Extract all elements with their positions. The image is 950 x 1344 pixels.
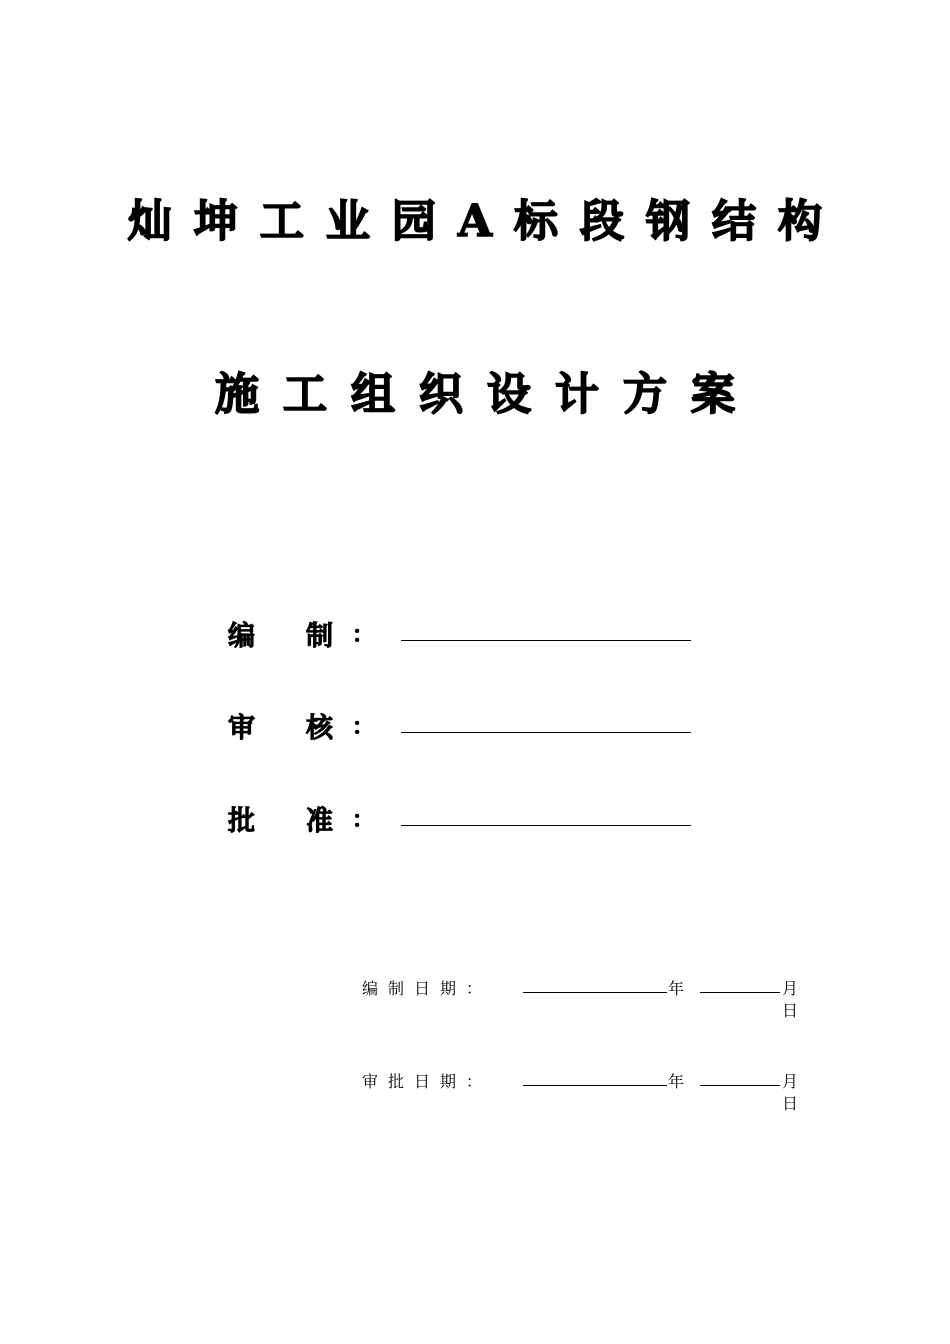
signature-line [401,732,691,733]
approval-date-row [362,1069,802,1119]
day-label: 日 [782,1094,799,1113]
year-blank-line [523,1085,667,1086]
year-label: 年 [668,1072,685,1091]
month-blank-line [700,992,780,993]
field-label-char2: 准 [306,806,333,837]
field-label-char1: 审 [228,713,255,744]
month-label: 月 [782,979,799,998]
compile-date-row [362,976,802,1026]
document-title-line2: 施工组织设计方案 [215,369,759,420]
field-colon: ： [352,807,375,833]
month-label: 月 [782,1072,799,1091]
field-label-char2: 制 [306,621,333,652]
date-label: 编制日期： [362,979,493,998]
field-label-char1: 编 [228,621,255,652]
field-colon: ： [352,714,375,740]
field-label-char2: 核 [306,713,333,744]
document-title-line1: 灿坤工业园A标段钢结构 [127,196,845,247]
field-colon: ： [352,622,375,648]
month-blank-line [700,1085,780,1086]
field-label-char1: 批 [228,806,255,837]
year-blank-line [523,992,667,993]
day-label: 日 [782,1001,799,1020]
signature-line [401,825,691,826]
year-label: 年 [668,979,685,998]
date-label: 审批日期： [362,1072,493,1091]
signature-line [401,640,691,641]
